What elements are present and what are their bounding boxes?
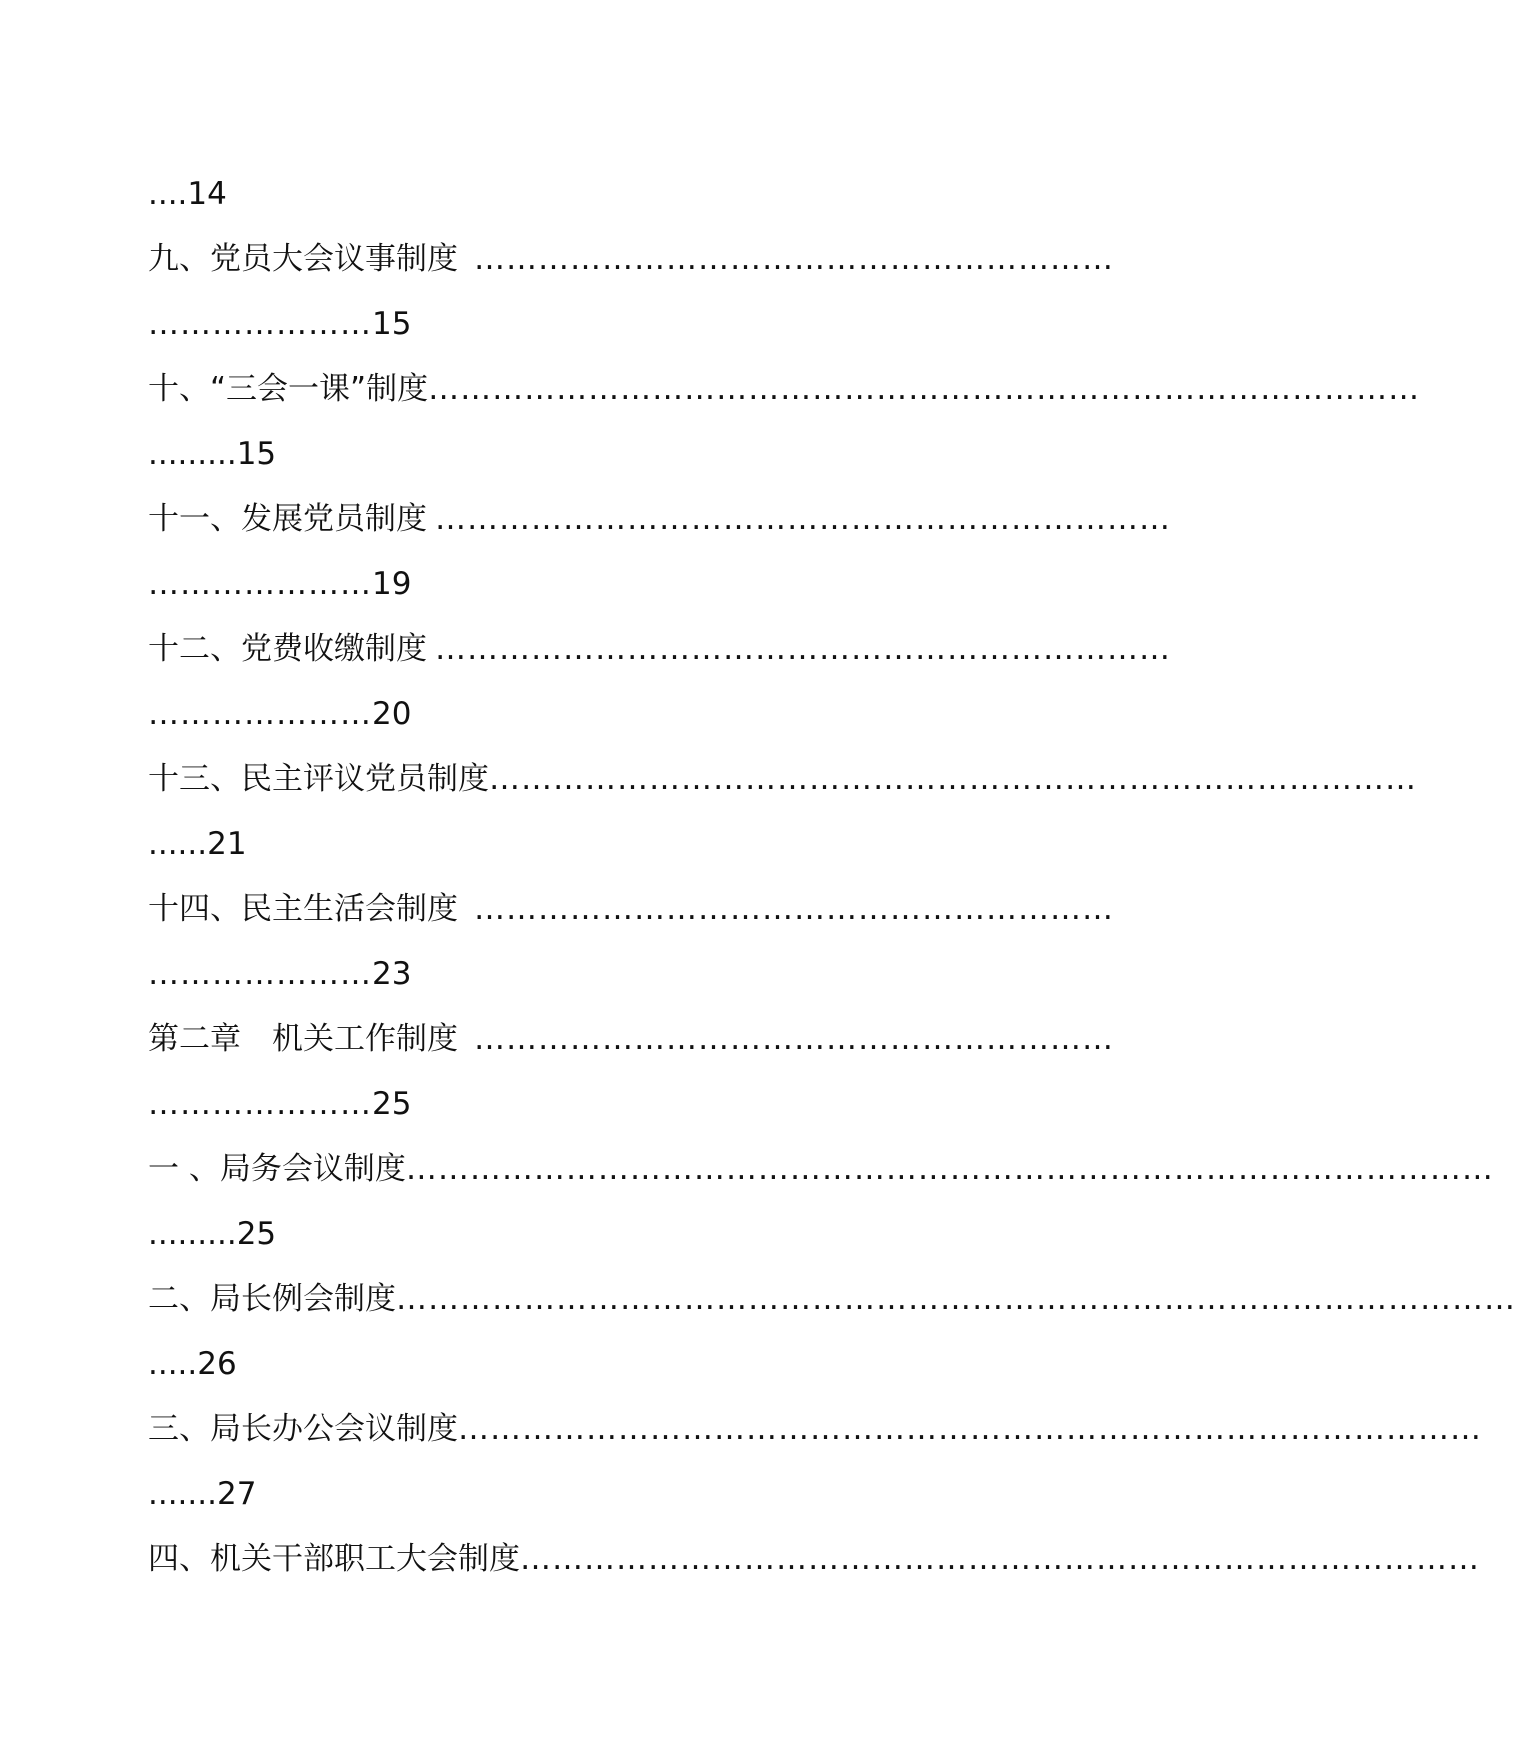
toc-chapter-title: 第二章 机关工作制度 <box>148 1021 458 1057</box>
toc-entry-title: 十三、民主评议党员制度 <box>148 761 489 797</box>
toc-leader-dots: ...... <box>148 826 208 862</box>
toc-entry-title-line[interactable] <box>148 628 1171 693</box>
toc-entry-title: 十二、党费收缴制度 <box>148 631 427 667</box>
toc-entry-title: 一 、局务会议制度 <box>148 1151 406 1187</box>
toc-entry-title: 四、机关干部职工大会制度 <box>148 1541 520 1577</box>
toc-entry-page-line <box>148 823 1118 888</box>
toc-entry-title-line[interactable] <box>148 238 1118 303</box>
toc-entry-page-line <box>148 1473 1118 1538</box>
toc-page-number: 25 <box>372 1086 412 1122</box>
toc-leader-dots: ………………… <box>148 306 372 342</box>
toc-entry-page-line <box>148 303 1118 368</box>
toc-entry-title-line[interactable] <box>148 368 1421 433</box>
toc-leader-dots: …………………………………………………… <box>474 891 1114 927</box>
toc-page-number: 15 <box>372 306 412 342</box>
toc-entry-title: 九、党员大会议事制度 <box>148 241 458 277</box>
toc-entry-title: 十一、发展党员制度 <box>148 501 427 537</box>
toc-leader-dots: …………………………………………………………… <box>435 631 1171 667</box>
toc-leader-dots: ………………… <box>148 696 372 732</box>
toc-page-number: 23 <box>372 956 412 992</box>
toc-entry-title: 十、“三会一课”制度 <box>148 371 429 407</box>
toc-entry-title: 三、局长办公会议制度 <box>148 1411 458 1447</box>
toc-entry-page-line <box>148 433 1118 498</box>
toc-entry-title-line[interactable] <box>148 1278 1516 1343</box>
toc-leader-dots: ......... <box>148 1216 237 1252</box>
toc-page-number: 25 <box>236 1216 277 1252</box>
toc-leader-dots: .... <box>148 176 188 212</box>
toc-entry-page-line <box>148 1343 1118 1408</box>
toc-leader-dots: ………………………………………………………………………………………… <box>405 1151 1494 1187</box>
toc-carry-over-line <box>148 173 1118 238</box>
toc-leader-dots: ………………… <box>148 1086 372 1122</box>
toc-leader-dots: …………………………………………………… <box>474 241 1114 277</box>
toc-entry-title-line[interactable] <box>148 888 1118 953</box>
toc-entry-title: 二、局长例会制度 <box>148 1281 396 1317</box>
toc-leader-dots: …………………………………………………………………………………… <box>458 1411 1482 1447</box>
toc-entry-page-line <box>148 563 1118 628</box>
toc-leader-dots: ………………………………………………………………………………… <box>428 371 1421 407</box>
toc-page-number: 20 <box>372 696 412 732</box>
toc-entry-title-line[interactable] <box>148 758 1417 823</box>
toc-page-number: 26 <box>197 1346 237 1382</box>
toc-entry-title-line[interactable] <box>148 498 1171 563</box>
table-of-contents <box>148 173 1516 1603</box>
toc-entry-page-line <box>148 953 1118 1018</box>
toc-entry-title: 十四、民主生活会制度 <box>148 891 458 927</box>
toc-leader-dots: ....... <box>148 1476 217 1512</box>
toc-leader-dots: …………………………………………………………………………………………… <box>396 1281 1516 1317</box>
toc-entry-page-line <box>148 1083 1118 1148</box>
toc-page-number: 27 <box>216 1476 257 1512</box>
toc-entry-title-line[interactable] <box>148 1538 1480 1603</box>
toc-leader-dots: …………………………………………………………………………… <box>489 761 1417 797</box>
toc-leader-dots: ......... <box>148 436 237 472</box>
toc-page-number: 19 <box>372 566 412 602</box>
toc-chapter-title-line[interactable] <box>148 1018 1118 1083</box>
toc-leader-dots: ..... <box>148 1346 198 1382</box>
toc-leader-dots: ………………… <box>148 956 372 992</box>
toc-entry-title-line[interactable] <box>148 1408 1482 1473</box>
toc-leader-dots: …………………………………………………… <box>474 1021 1114 1057</box>
toc-page-number: 15 <box>236 436 277 472</box>
toc-entry-page-line <box>148 693 1118 758</box>
toc-page-number: 21 <box>207 826 247 862</box>
toc-page-number: 14 <box>187 176 227 212</box>
toc-entry-page-line <box>148 1213 1118 1278</box>
toc-leader-dots: ………………… <box>148 566 372 602</box>
toc-leader-dots: ……………………………………………………………………………… <box>520 1541 1480 1577</box>
toc-leader-dots: …………………………………………………………… <box>435 501 1171 537</box>
toc-entry-title-line[interactable] <box>148 1148 1494 1213</box>
